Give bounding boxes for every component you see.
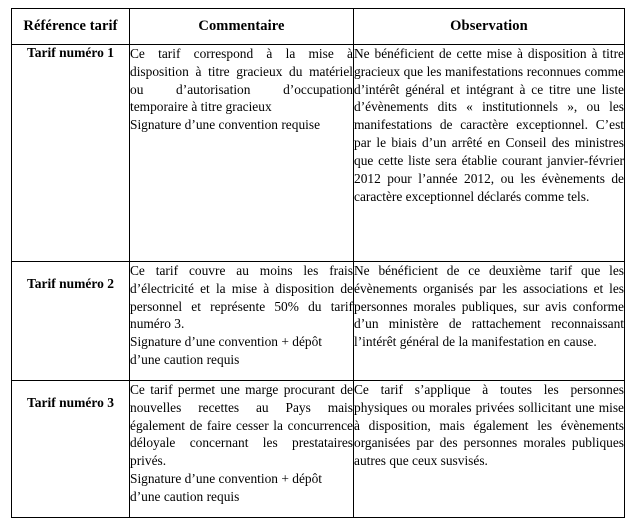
- commentaire-extra-tarif-3: Signature d’une convention + dépôt d’une caution requis: [130, 471, 322, 504]
- table-header: [12, 9, 625, 45]
- cell-observation-tarif-3: [354, 381, 625, 518]
- observation-text-tarif-1: Ne bénéficient de cette mise à disposition à titre gracieux que les manifestations reconnues comme d’intérêt général et intégrant à ce titre une liste d’évènements dits « institutionnels », ou les manifestations de caractère exceptionnel. C’est par le biais d’un arrêté en Conseil des ministres que cette liste sera établie courant janvier-février 2012 pour l’année 2012, ou les évènements de caractère exceptionnel déclarés comme tels.: [354, 46, 624, 204]
- table-row-tarif-1: [12, 45, 625, 262]
- cell-observation-tarif-2: [354, 262, 625, 381]
- cell-reference-tarif-3: Tarif numéro 3: [12, 381, 130, 518]
- commentaire-text-tarif-1: Ce tarif correspond à la mise à disposition à titre gracieux du matériel ou d’autorisation d’occupation temporaire à titre gracieux: [130, 46, 353, 115]
- cell-observation-tarif-1: [354, 45, 625, 262]
- table-header-row: [12, 9, 625, 45]
- commentaire-extra-tarif-1: Signature d’une convention requise: [130, 117, 321, 133]
- column-header-commentaire: Commentaire: [130, 9, 354, 45]
- cell-reference-tarif-2: Tarif numéro 2: [12, 262, 130, 381]
- table-row-tarif-2: [12, 262, 625, 381]
- cell-commentaire-tarif-2: [130, 262, 354, 381]
- cell-commentaire-tarif-3: [130, 381, 354, 518]
- column-header-reference: Référence tarif: [12, 9, 130, 45]
- observation-text-tarif-3: Ce tarif s’applique à toutes les personnes physiques ou morales privées sollicitant une mise à disposition, mais également les évènements organisées par des personnes morales publiques autres que ceux susvisés.: [354, 382, 624, 469]
- commentaire-text-tarif-2: Ce tarif couvre au moins les frais d’électricité et la mise à disposition de personnel et représente 50% du tarif numéro 3.: [130, 263, 353, 332]
- commentaire-extra-tarif-2: Signature d’une convention + dépôt d’une caution requis: [130, 334, 322, 368]
- table-body: [12, 45, 625, 518]
- column-header-observation: Observation: [354, 9, 625, 45]
- tariff-table: [11, 8, 625, 518]
- cell-reference-tarif-1: Tarif numéro 1: [12, 45, 130, 262]
- cell-commentaire-tarif-1: [130, 45, 354, 262]
- observation-text-tarif-2: Ne bénéficient de ce deuxième tarif que les évènements organisés par les associations et les personnes morales publiques, sur avis conforme d’un ministère de rattachement reconnaissant l’intérêt général de la manifestation en cause.: [354, 263, 624, 350]
- table-row-tarif-3: [12, 381, 625, 518]
- commentaire-text-tarif-3: Ce tarif permet une marge procurant de nouvelles recettes au Pays mais également de faire cesser la concurrence déloyale concernant les prestataires privés.: [130, 382, 353, 469]
